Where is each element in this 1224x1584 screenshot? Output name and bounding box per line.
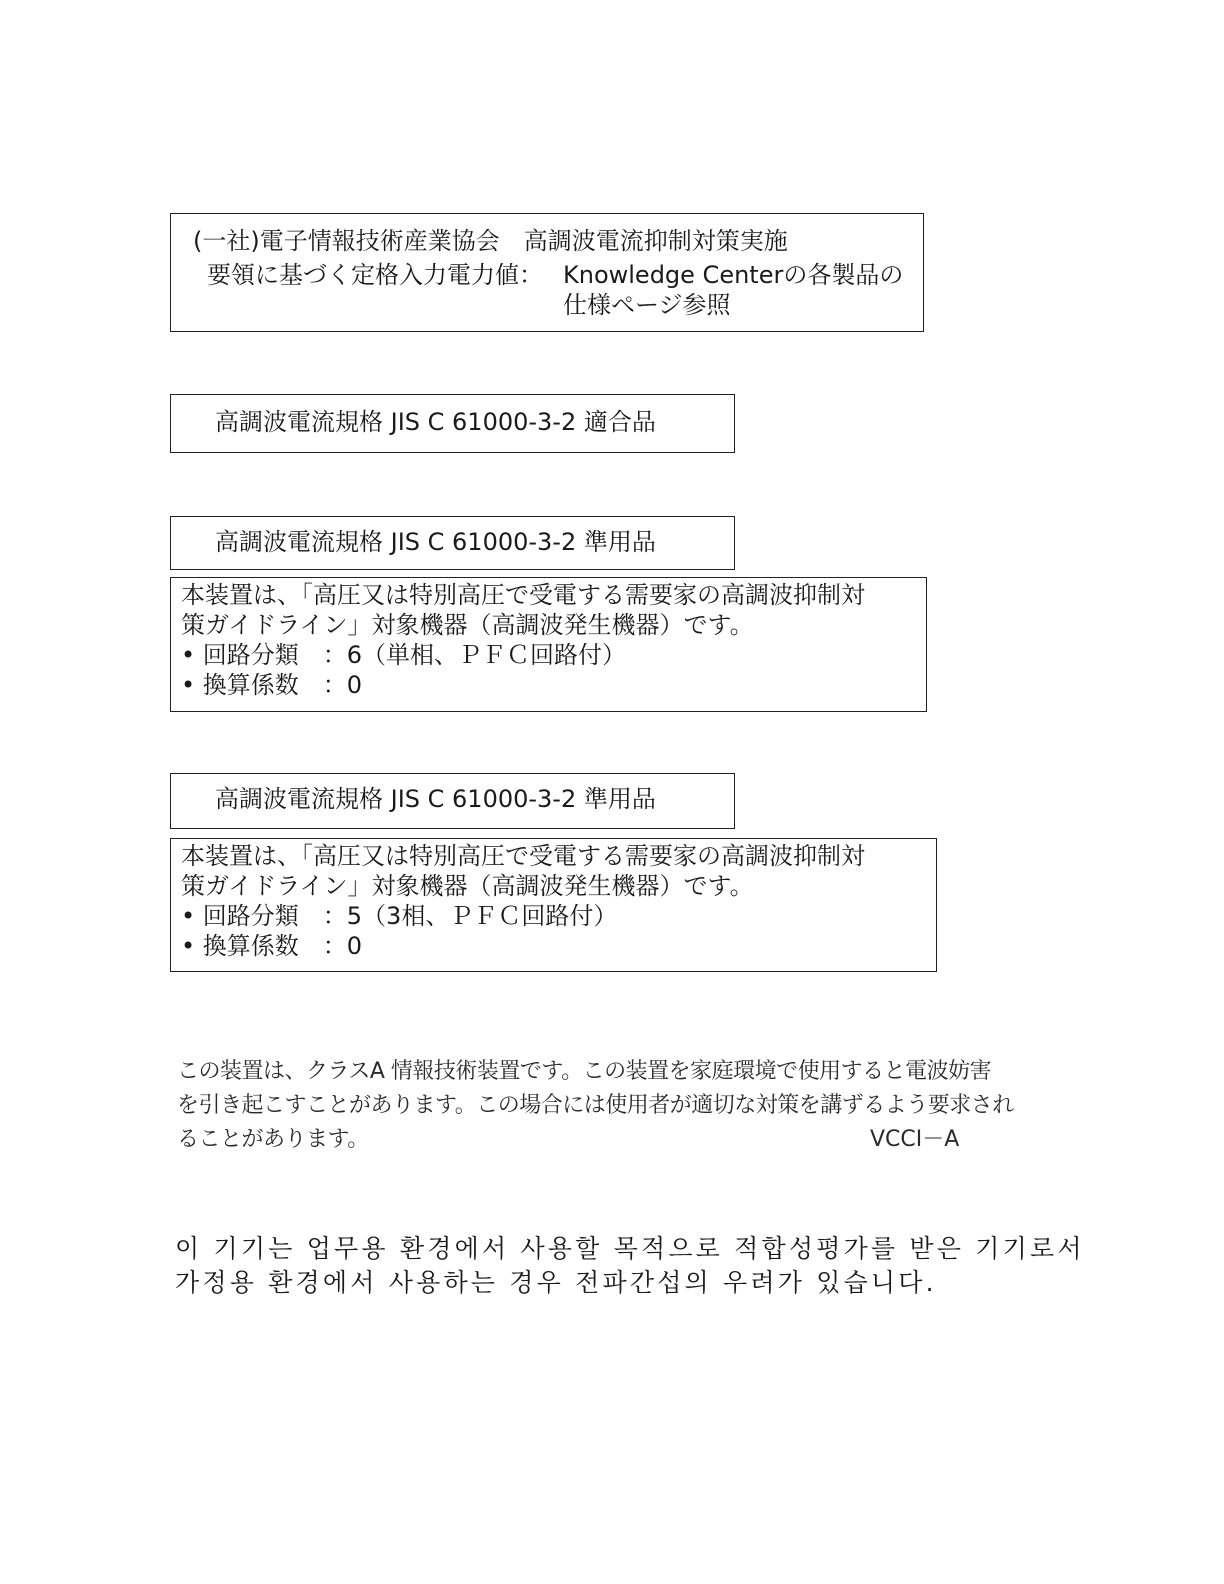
harmonic-standard-equivalent-text-2: 高調波電流規格 JIS C 61000-3-2 準用品 [215, 785, 656, 813]
jeita-value-1: Knowledge Centerの各製品の [563, 261, 904, 289]
vcci-statement-line-2: を引き起こすことがあります。この場合には使用者が適切な対策を講ずるよう要求され [177, 1093, 1014, 1118]
guideline-2-line-1: 本装置は、「高圧又は特別高圧で受電する需要家の高調波抑制対 [181, 842, 865, 870]
vcci-statement-line-1: この装置は、クラスA 情報技術装置です。この装置を家庭環境で使用すると電波妨害 [177, 1059, 992, 1084]
guideline-1-conversion-factor: • 換算係数 ：0 [181, 671, 363, 699]
vcci-statement-line-3: ることがあります。 [177, 1127, 369, 1152]
harmonic-standard-equivalent-box-1 [170, 516, 735, 570]
guideline-2-circuit-class: • 回路分類 ：5（3相、ＰＦＣ回路付） [181, 902, 618, 930]
jeita-label: 要領に基づく定格入力電力値： [207, 261, 543, 289]
guideline-2-conversion-factor: • 換算係数 ：0 [181, 932, 363, 960]
vcci-class-mark: VCCI－A [870, 1127, 960, 1152]
guideline-1-circuit-class: • 回路分類 ：6（単相、ＰＦＣ回路付） [181, 641, 627, 669]
jeita-rated-power-box [170, 213, 924, 332]
harmonic-standard-compliant-text: 高調波電流規格 JIS C 61000-3-2 適合品 [215, 408, 656, 436]
harmonic-standard-compliant-box [170, 394, 735, 453]
jeita-value-2: 仕様ページ参照 [563, 291, 731, 319]
korean-statement-line-1: 이 기기는 업무용 환경에서 사용할 목적으로 적합성평가를 받은 기기로서 [175, 1234, 1085, 1263]
harmonic-guideline-box-1 [170, 577, 927, 712]
jeita-line-1: (一社)電子情報技術産業協会 高調波電流抑制対策実施 [193, 227, 788, 255]
guideline-1-line-1: 本装置は、「高圧又は特別高圧で受電する需要家の高調波抑制対 [181, 581, 865, 609]
harmonic-guideline-box-2 [170, 838, 937, 972]
guideline-1-line-2: 策ガイドライン」対象機器（高調波発生機器）です。 [181, 611, 754, 639]
korean-statement-line-2: 가정용 환경에서 사용하는 경우 전파간섭의 우려가 있습니다. [175, 1268, 937, 1297]
harmonic-standard-equivalent-text-1: 高調波電流規格 JIS C 61000-3-2 準用品 [215, 528, 656, 556]
guideline-2-line-2: 策ガイドライン」対象機器（高調波発生機器）です。 [181, 872, 754, 900]
harmonic-standard-equivalent-box-2 [170, 773, 735, 829]
